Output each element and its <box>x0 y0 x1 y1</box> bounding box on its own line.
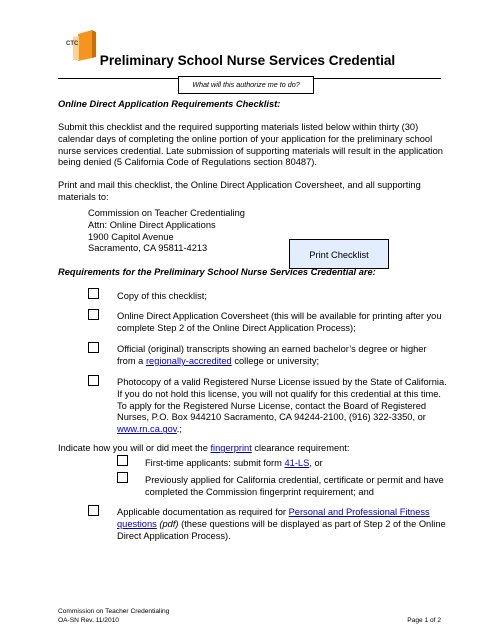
fitness-checkbox[interactable] <box>88 505 99 516</box>
fingerprint-link[interactable]: fingerprint <box>210 443 252 453</box>
footer-org: Commission on Teacher Credentialing <box>58 608 170 615</box>
rn-website-link[interactable]: www.rn.ca.gov <box>117 424 177 435</box>
regionally-accredited-link[interactable]: regionally-accredited <box>145 355 232 366</box>
copy-checkbox[interactable] <box>88 288 99 299</box>
address-line: Sacramento, CA 95811-4213 <box>88 243 208 254</box>
print-checklist-button[interactable]: Print Checklist <box>289 239 389 269</box>
item-transcripts <box>117 344 447 368</box>
mail-paragraph: Print and mail this checklist, the Online Direct Application Coversheet, and all supporting materials to: <box>58 180 421 202</box>
fingerprint-text: Indicate how you will or did meet the <box>58 443 211 453</box>
first-time-text-end: , or <box>309 458 323 468</box>
transcripts-text-end: college or university; <box>231 355 320 366</box>
item-fitness <box>117 507 447 542</box>
fingerprint-text-end: clearance requirement: <box>251 443 350 453</box>
address-line: Commission on Teacher Credentialing <box>88 208 245 218</box>
license-text-end: .; <box>176 424 182 435</box>
item-coversheet: Online Direct Application Coversheet (this will be available for printing after you complete Step 2 of the Online Direct Application Process); <box>117 311 442 333</box>
item-copy: Copy of this checklist; <box>117 291 207 301</box>
fitness-text-end: (these questions will be displayed as part of Step 2 of the Online Direct Application Process). <box>117 518 446 541</box>
mailing-address <box>88 208 245 255</box>
requirements-heading: Requirements for the Preliminary School Nurse Services Credential are: <box>58 267 376 277</box>
item-license <box>117 377 447 436</box>
address-line: 1900 Capitol Avenue <box>88 231 174 242</box>
license-text: Photocopy of a valid Registered Nurse License issued by the State of California. If you do not hold this license, you will not qualify for this credential at this time. To apply for the Registered Nurse License, contact the Board of Registered Nurses, P.O. Box 944210 Sacramento, CA 94244-2100, (916) 322-3350, or <box>117 377 447 423</box>
checklist-heading: Online Direct Application Requirements Checklist: <box>58 99 281 109</box>
svg-text:CTC: CTC <box>66 41 79 47</box>
transcripts-checkbox[interactable] <box>88 342 99 353</box>
fitness-text: Applicable documentation as required for <box>117 507 289 517</box>
previously-applied-option: Previously applied for California credential, certificate or permit and have completed the Commission fingerprint requirement; and <box>145 475 444 497</box>
form-41ls-link[interactable]: 41-LS <box>284 458 310 468</box>
fingerprint-intro <box>58 443 443 455</box>
authorize-link[interactable]: What will this authorize me to do? <box>178 76 314 94</box>
intro-paragraph: Submit this checklist and the required supporting materials listed below within thirty (30) calendar days of completing the online portion of your application for the preliminary school nurse services credential. Late submission of supporting materials will result in the application being denied (5 California Code of Regulations section 80487). <box>58 122 443 168</box>
page-title: Preliminary School Nurse Services Credential <box>99 53 396 68</box>
coversheet-checkbox[interactable] <box>88 309 99 320</box>
transcripts-text: Official (original) transcripts showing an earned bachelor’s degree or higher from a <box>117 344 427 366</box>
license-checkbox[interactable] <box>88 375 99 386</box>
address-line: Attn: Online Direct Applications <box>88 219 216 230</box>
first-time-option <box>145 458 445 470</box>
first-time-checkbox[interactable] <box>117 455 128 466</box>
pdf-label: (pdf) <box>156 518 179 529</box>
fitness-questions-link[interactable]: Personal and Professional Fitness questions <box>117 507 430 529</box>
previously-applied-checkbox[interactable] <box>117 472 128 483</box>
page-number: Page 1 of 2 <box>407 617 441 624</box>
footer-form-number: OA-SN Rev. 11/2010 <box>58 617 119 624</box>
first-time-text: First-time applicants: submit form <box>145 458 285 468</box>
